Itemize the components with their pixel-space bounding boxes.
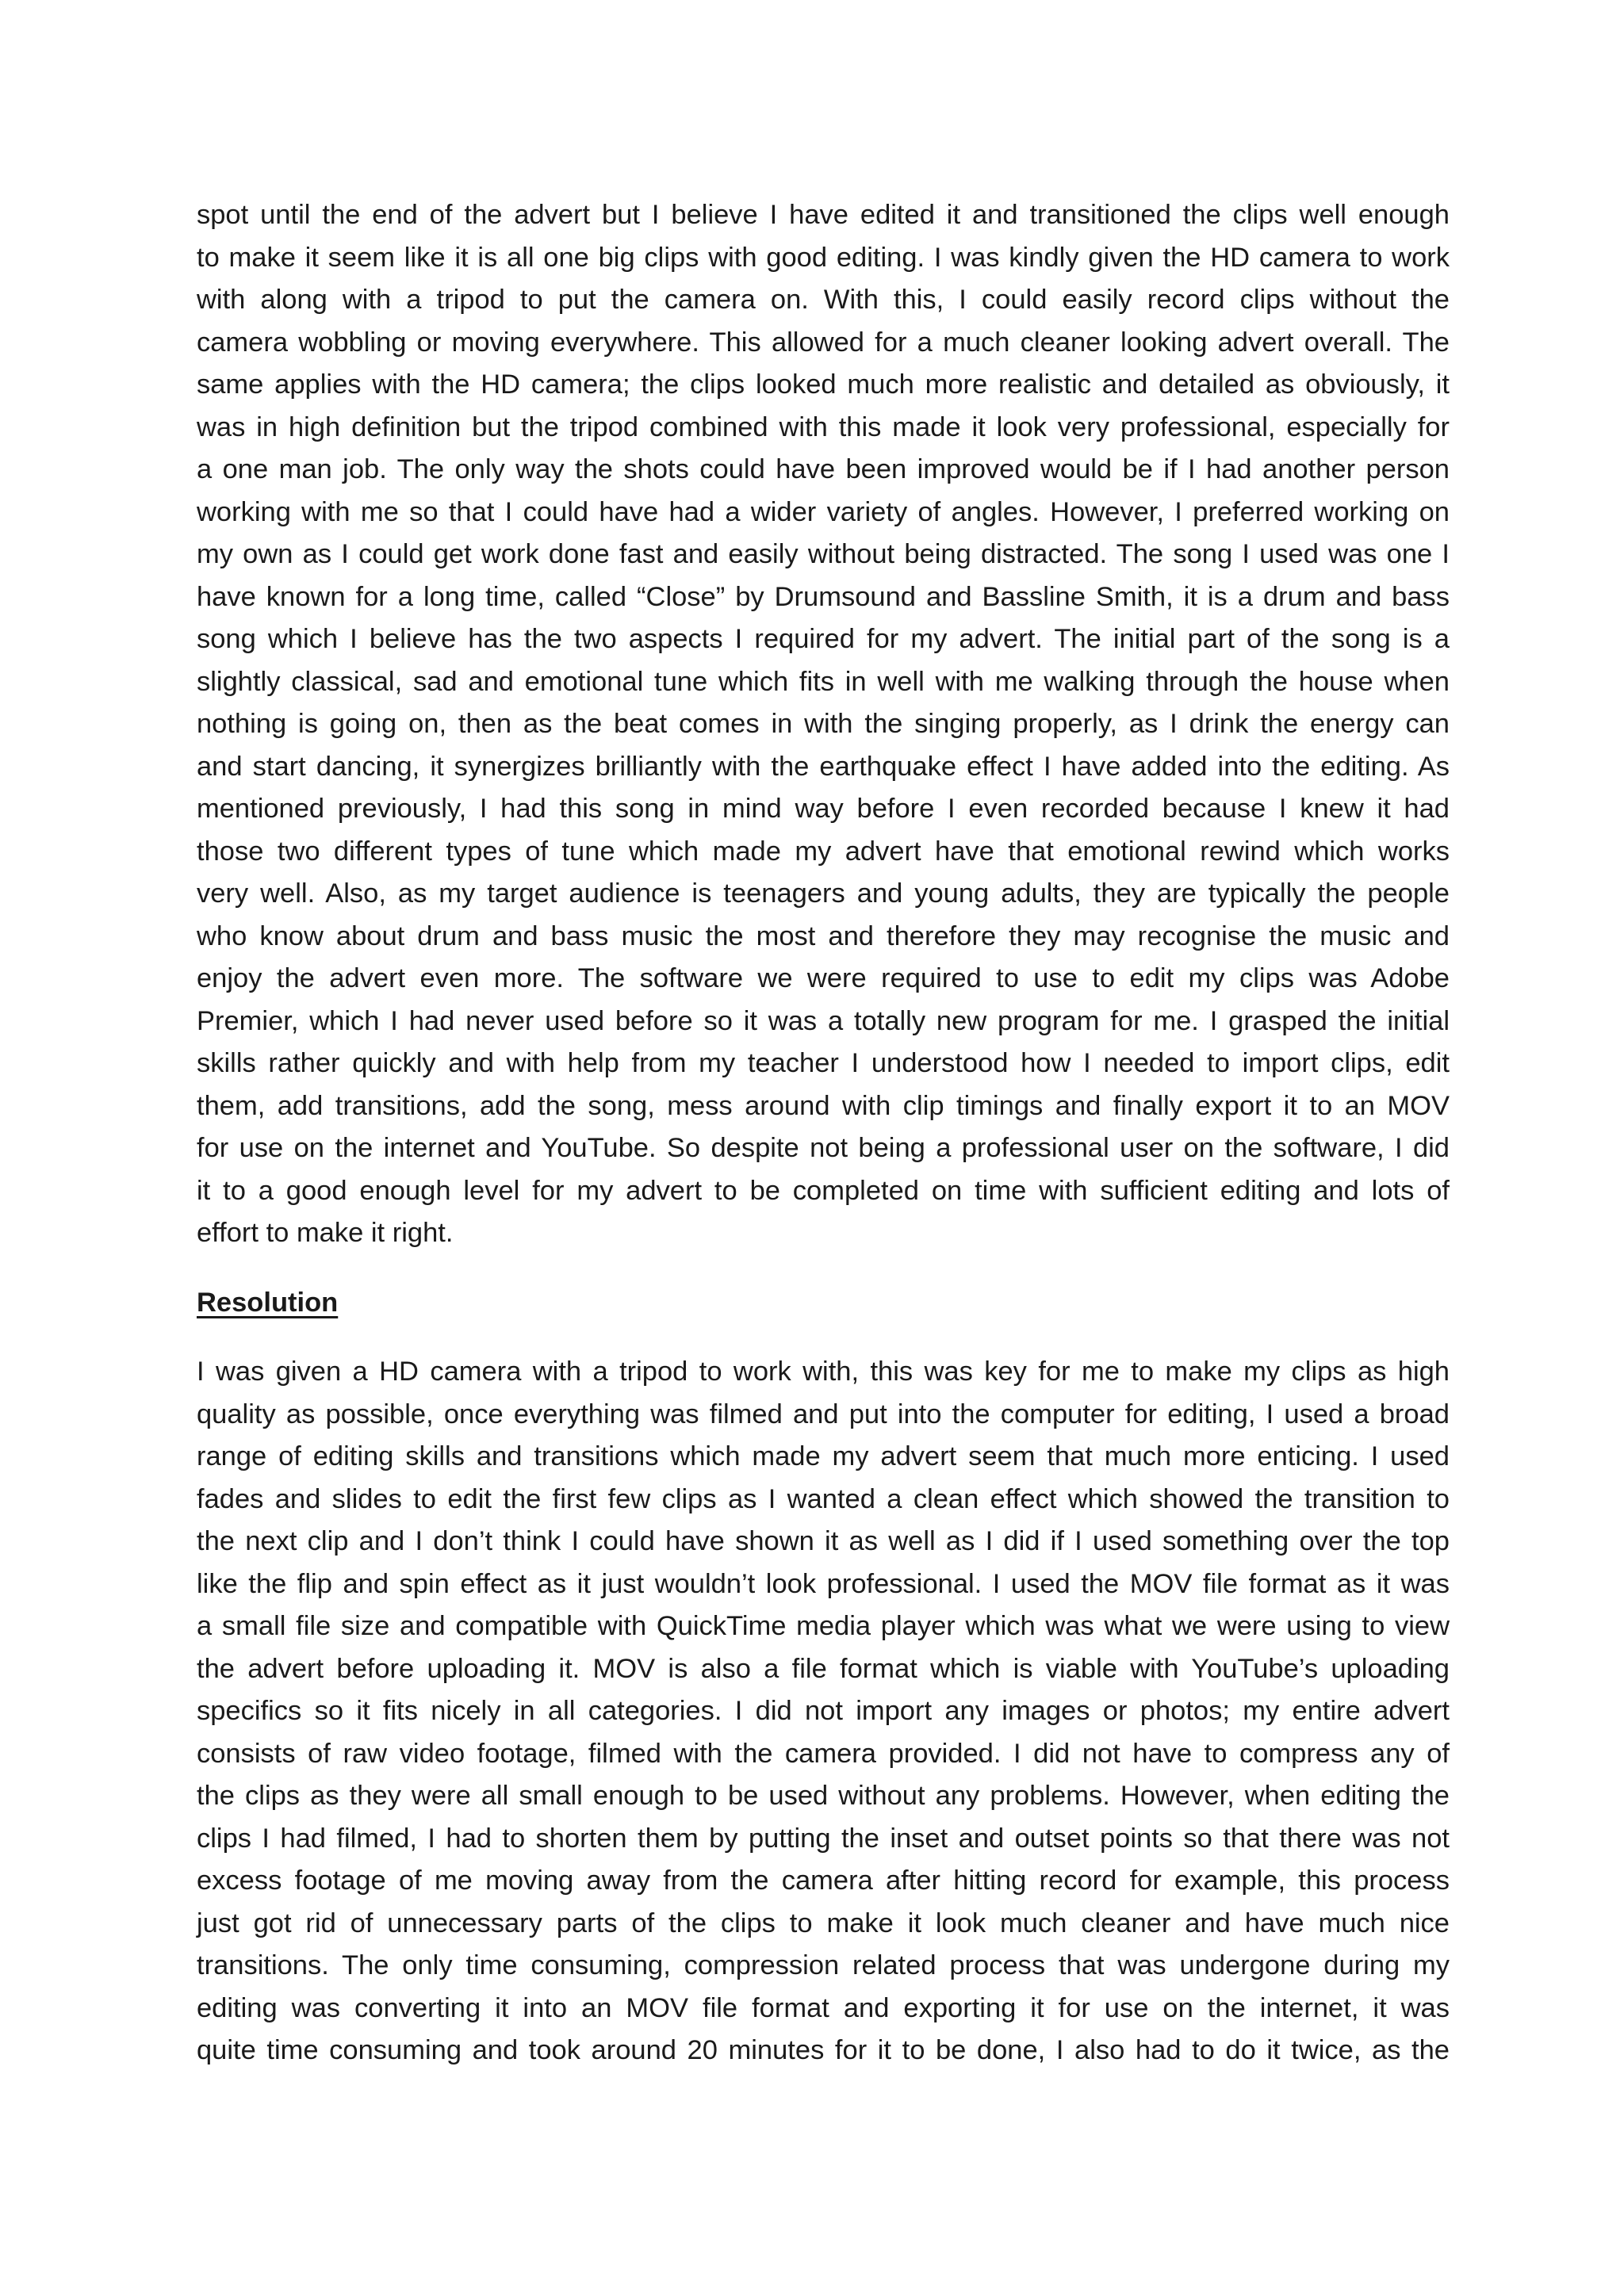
text-line: I was given a HD camera with a tripod to work with, this was key for me to make my clips as high — [197, 1357, 1450, 1387]
text-line: effort to make it right. — [197, 1218, 454, 1248]
text-line: it to a good enough level for my advert to be completed on time with sufficient editing and lots of — [197, 1175, 1450, 1206]
text-line: transitions. The only time consuming, compression related process that was undergone during my — [197, 1950, 1450, 1980]
text-line: editing was converting it into an MOV file format and exporting it for use on the internet, it was — [197, 1992, 1450, 2023]
text-line: specifics so it fits nicely in all categories. I did not import any images or photos; my entire advert — [197, 1696, 1450, 1726]
text-line: and start dancing, it synergizes brilliantly with the earthquake effect I have added into the editing. As — [197, 751, 1450, 782]
text-line: mentioned previously, I had this song in mind way before I even recorded because I knew it had — [197, 794, 1450, 824]
text-line: with along with a tripod to put the camera on. With this, I could easily record clips without the — [197, 285, 1450, 315]
paragraph-resolution — [197, 1351, 1450, 2072]
text-line: excess footage of me moving away from the camera after hitting record for example, this process — [197, 1866, 1450, 1896]
text-line: consists of raw video footage, filmed with the camera provided. I did not have to compress any of — [197, 1738, 1450, 1769]
text-line: a one man job. The only way the shots could have been improved would be if I had another person — [197, 454, 1450, 484]
text-line: spot until the end of the advert but I believe I have edited it and transitioned the clips well enough — [197, 200, 1450, 230]
text-line: nothing is going on, then as the beat comes in with the singing properly, as I drink the energy can — [197, 709, 1450, 739]
text-line: my own as I could get work done fast and easily without being distracted. The song I used was one I — [197, 539, 1450, 569]
text-line: enjoy the advert even more. The software we were required to use to edit my clips was Adobe — [197, 963, 1450, 993]
text-line: those two different types of tune which made my advert have that emotional rewind which works — [197, 836, 1450, 867]
text-line: very well. Also, as my target audience is teenagers and young adults, they are typically the people — [197, 878, 1450, 909]
text-line: fades and slides to edit the first few clips as I wanted a clean effect which showed the transition to — [197, 1483, 1450, 1514]
text-line: quite time consuming and took around 20 minutes for it to be done, I also had to do it twice, as the — [197, 2035, 1450, 2065]
paragraph-production — [197, 194, 1450, 1255]
document-body — [197, 194, 1450, 2072]
text-line: slightly classical, sad and emotional tune which fits in well with me walking through the house when — [197, 666, 1450, 697]
text-line: the advert before uploading it. MOV is also a file format which is viable with YouTube’s uploading — [197, 1653, 1450, 1684]
text-line: for use on the internet and YouTube. So despite not being a professional user on the software, I did — [197, 1133, 1450, 1163]
text-line: the next clip and I don’t think I could have shown it as well as I did if I used something over the top — [197, 1526, 1450, 1556]
text-line: clips I had filmed, I had to shorten them by putting the inset and outset points so that there was not — [197, 1823, 1450, 1854]
text-line: them, add transitions, add the song, mess around with clip timings and finally export it to an MOV — [197, 1090, 1450, 1121]
text-line: skills rather quickly and with help from my teacher I understood how I needed to import clips, edit — [197, 1048, 1450, 1078]
text-line: just got rid of unnecessary parts of the clips to make it look much cleaner and have much nice — [197, 1908, 1450, 1938]
text-line: who know about drum and bass music the most and therefore they may recognise the music and — [197, 920, 1450, 951]
text-line: range of editing skills and transitions which made my advert seem that much more enticing. I used — [197, 1441, 1450, 1471]
section-heading-resolution: Resolution — [197, 1287, 339, 1318]
text-line: quality as possible, once everything was filmed and put into the computer for editing, I used a broad — [197, 1399, 1450, 1429]
text-line: have known for a long time, called “Close” by Drumsound and Bassline Smith, it is a drum and bass — [197, 581, 1450, 612]
text-line: the clips as they were all small enough to be used without any problems. However, when editing the — [197, 1781, 1450, 1811]
text-line: working with me so that I could have had a wider variety of angles. However, I preferred working on — [197, 496, 1450, 527]
text-line: camera wobbling or moving everywhere. This allowed for a much cleaner looking advert overall. The — [197, 327, 1450, 358]
text-line: to make it seem like it is all one big clips with good editing. I was kindly given the HD camera to work — [197, 242, 1450, 273]
text-line: was in high definition but the tripod combined with this made it look very professional, especially for — [197, 411, 1450, 442]
text-line: Premier, which I had never used before so it was a totally new program for me. I grasped the initial — [197, 1005, 1450, 1036]
text-line: a small file size and compatible with QuickTime media player which was what we were using to view — [197, 1611, 1450, 1641]
text-line: like the flip and spin effect as it just wouldn’t look professional. I used the MOV file format as it was — [197, 1568, 1450, 1599]
text-line: same applies with the HD camera; the clips looked much more realistic and detailed as obviously, it — [197, 369, 1450, 400]
text-line: song which I believe has the two aspects I required for my advert. The initial part of the song is a — [197, 624, 1450, 654]
